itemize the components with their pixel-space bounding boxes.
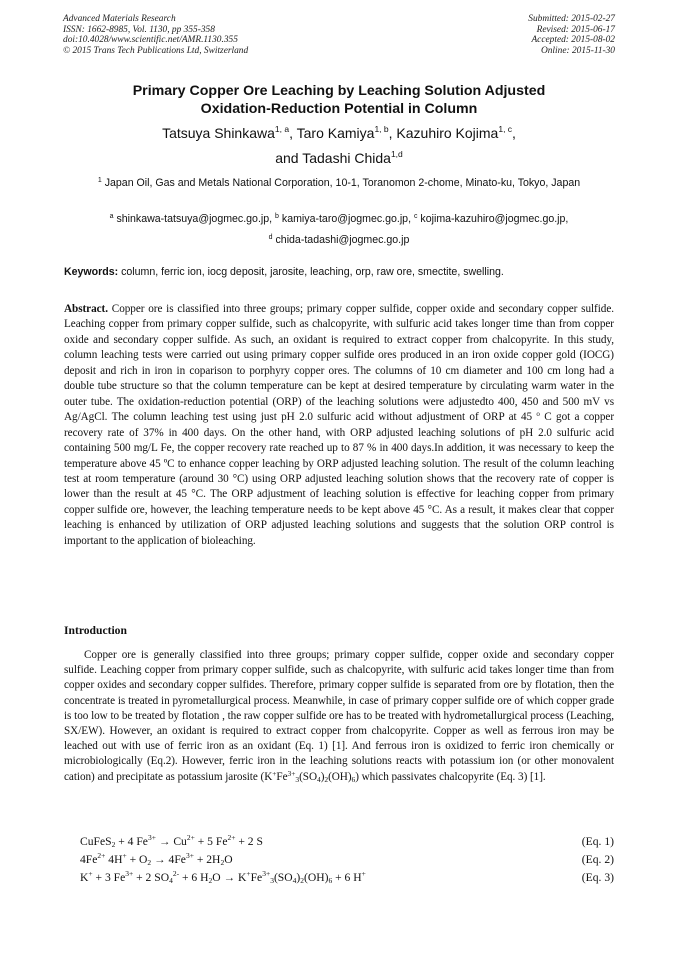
email-sup: d <box>268 233 273 241</box>
author-name: Kazuhiro Kojima <box>396 125 499 141</box>
author-affil-sup: 1,d <box>390 149 403 159</box>
doi-line: doi:10.4028/www.scientific.net/AMR.1130.355 <box>63 35 238 46</box>
affiliation-text: Japan Oil, Gas and Metals National Corporation, 10-1, Toranomon 2-chome, Minato-ku, Tokyo, Japan <box>104 177 581 189</box>
accepted-date: Accepted: 2015-08-02 <box>531 35 615 46</box>
journal-name: Advanced Materials Research <box>63 14 176 24</box>
keywords-label: Keywords: <box>64 266 119 278</box>
email-link[interactable]: chida-tadashi@jogmec.go.jp <box>275 233 410 246</box>
abstract <box>64 302 614 549</box>
intro-text: Copper ore is generally classified into three groups; primary copper sulfide, copper oxide and secondary copper sulfide. Leaching copper from primary copper sulfide, such as chalcopyrite, with sulfuric acid takes longer time than from copper oxides and secondary copper sulfides. Therefore, primary copper sulfide is separated from ore by flotation, then the concentrate is treated in pyrometallurgical process. Meanwhile, in case of primary copper sulfide ore of which copper grade is too low to be treated by flotation , the raw copper sulfide ore has to be treated with hydrometallurgical process (Leaching, SX/EW). However, an oxidant is required to extract copper from chalcopyrite. Copper as well as ferrous iron may be leached out with use of ferric iron as an oxidant (Eq. 1) [1]. And ferrous iron is oxidized to ferric iron chemically or microbiologically (Eq.2). However, ferric iron in the leaching solutions reacts with potassium ion (or other monovalent cation) and precipitate as potassium jarosite ( <box>64 649 614 783</box>
section-heading-introduction: Introduction <box>64 624 127 637</box>
equation-formula: K+ + 3 $Fe^{3+} + 2$ $SO_4^{2-} + 6$ $H_2O \to K^+Fe^{3+}_3(SO_4)_2(OH)_6 + 6$ H+ <box>80 869 366 885</box>
abstract-text: Copper ore is classified into three groups; primary copper sulfide, copper oxide and secondary copper sulfide. Leaching copper from primary copper sulfide, such as chalcopyrite, with sulfuric acid takes longer time than from copper oxide and secondary copper sulfide. As such, an oxidant is required to extract copper from chalcopyrite. In this study, column leaching tests were carried out using primary copper sulfide ores produced in an iron oxide copper gold (IOCG) deposit and rich in iron in coparison to porphyry copper ores. The columns of 10 cm diameter and 100 cm long had a double tube structure so that the column temperature can be kept at desired temperature by circulating warm water in the outer tube. The oxidation-reduction potential (ORP) of the leaching solutions were adjustedto 400, 450 and 500 mV vs Ag/AgCl. The column leaching test using just pH 2.0 sulfuric acid without adjustment of ORP at 45 <box>64 303 614 424</box>
submitted-date: Submitted: 2015-02-27 <box>528 14 615 24</box>
online-date: Online: 2015-11-30 <box>540 45 615 56</box>
equation-label: (Eq. 2) <box>581 853 614 866</box>
affiliation <box>50 176 628 192</box>
jarosite-formula: $K^+Fe^{3+}_3(SO_4)_2(OH)_6$ <box>264 768 356 784</box>
email-sup: b <box>275 213 279 220</box>
author-name: Taro Kamiya <box>296 125 375 141</box>
author-emails <box>40 209 638 250</box>
journal-info <box>63 14 248 56</box>
equation-formula: $4Fe^{2+}$ $4H^+ + O_2 \to 4Fe^{3+} + 2H_2O$ <box>80 851 233 867</box>
title-line-1: Primary Copper Ore Leaching by Leaching Solution Adjusted <box>132 83 546 99</box>
keywords-text: column, ferric ion, iocg deposit, jarosite, leaching, orp, raw ore, smectite, swelling. <box>118 266 504 278</box>
email-link[interactable]: kamiya-taro@jogmec.go.jp, <box>281 213 412 225</box>
author-affil-sup: 1, a <box>274 124 290 134</box>
abstract-text: C got a copper recovery rate of 37% in 400 days. On the other hand, with ORP adjusted leaching solutions of pH 2.0 sulfuric acid containing 500 mg/L Fe, the copper recovery rate reached up to 87 % in 400 days.In addition, it was necessary to keep the temperature above 45 ºC to enhance copper leaching by ORP adjusted leaching solution. The result of the column leaching test at room temperature (around 30 °C) using ORP adjusted leaching solution shows that the recovery rate of copper is lower than the result at 45 °C. The ORP adjustment of leaching solution is effective for leaching copper from primary copper sulfide ore, however, the leaching temperature needs to be kept above 45 °C. As a result, it makes clear that copper leaching is enhanced by utilization of ORP adjusted leaching solutions and suggests that the solution ORP control is important to the application of bioleaching. <box>64 411 614 547</box>
revised-date: Revised: 2015-06-17 <box>536 24 615 35</box>
abstract-label: Abstract. <box>64 303 108 315</box>
affiliation-sup: 1 <box>97 177 102 184</box>
equation-label: (Eq. 1) <box>581 835 614 848</box>
introduction-paragraph <box>64 648 614 785</box>
title-line-2: Oxidation-Reduction Potential in Column <box>200 101 478 117</box>
email-sup: a <box>109 213 114 220</box>
paper-title <box>40 82 638 118</box>
email-link[interactable]: shinkawa-tatsuya@jogmec.go.jp, <box>116 213 273 225</box>
email-sup: c <box>413 213 418 220</box>
degree-sup: o <box>536 410 540 419</box>
keywords <box>64 265 616 279</box>
author-name: Tadashi Chida <box>302 150 391 166</box>
author-affil-sup: 1, c <box>498 124 513 134</box>
intro-text: ) which passivates chalcopyrite (Eq. 3) [1]. <box>355 770 546 783</box>
equation-formula: CuFeS$_2$ + 4 $Fe^{3+} \to Cu^{2+} + 5$ $Fe^{2+} + 2$ S <box>80 833 263 849</box>
equation-label: (Eq. 3) <box>581 871 614 884</box>
issn-line: ISSN: 1662-8985, Vol. 1130, pp 355-358 <box>63 24 215 35</box>
submission-dates <box>528 14 615 56</box>
author-name: Tatsuya Shinkawa <box>162 125 275 141</box>
author-affil-sup: 1, b <box>374 124 389 134</box>
author-list: Tatsuya Shinkawa$^{1, a}$, Taro Kamiya$^{1, b}$, Kazuhiro Kojima$^{1, c}$, and Tadashi Chida$^{1,d}$ <box>162 124 516 166</box>
author-connector: and <box>275 150 303 166</box>
email-link[interactable]: kojima-kazuhiro@jogmec.go.jp, <box>420 213 569 225</box>
copyright-line: © 2015 Trans Tech Publications Ltd, Switzerland <box>63 45 249 56</box>
